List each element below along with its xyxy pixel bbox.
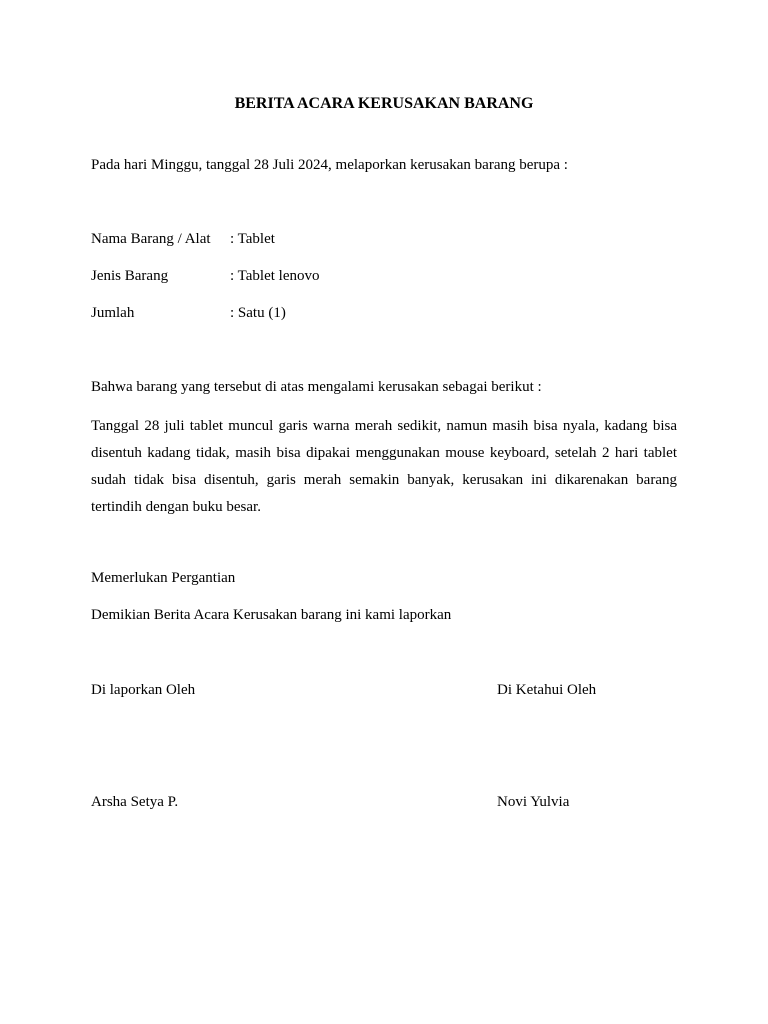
field-label-item-type: Jenis Barang xyxy=(91,268,169,284)
reported-by-name: Arsha Setya P. xyxy=(91,794,179,810)
closing-text: Demikian Berita Acara Kerusakan barang ini kami laporkan xyxy=(91,607,452,623)
field-value-quantity: : Satu (1) xyxy=(230,305,286,321)
field-value-item-name: : Tablet xyxy=(230,231,275,247)
acknowledged-by-label: Di Ketahui Oleh xyxy=(497,682,597,698)
field-label-item-name: Nama Barang / Alat xyxy=(91,231,211,247)
reported-by-label: Di laporkan Oleh xyxy=(91,682,196,698)
damage-intro-text: Bahwa barang yang tersebut di atas mengalami kerusakan sebagai berikut : xyxy=(91,379,542,395)
damage-description: Tanggal 28 juli tablet muncul garis warna merah sedikit, namun masih bisa nyala, kadang bisa disentuh kadang tidak, masih bisa dipakai menggunakan mouse keyboard, setelah 2 hari tablet sudah tidak bisa disentuh, garis merah semakin banyak, kerusakan ini dikarenakan barang tertindih dengan buku besar. xyxy=(91,418,677,515)
acknowledged-by-name: Novi Yulvia xyxy=(497,794,570,810)
field-label-quantity: Jumlah xyxy=(91,305,135,321)
need-text: Memerlukan Pergantian xyxy=(91,570,236,586)
document-title: BERITA ACARA KERUSAKAN BARANG xyxy=(234,95,534,112)
intro-text: Pada hari Minggu, tanggal 28 Juli 2024, melaporkan kerusakan barang berupa : xyxy=(91,157,568,173)
field-value-item-type: : Tablet lenovo xyxy=(230,268,320,284)
